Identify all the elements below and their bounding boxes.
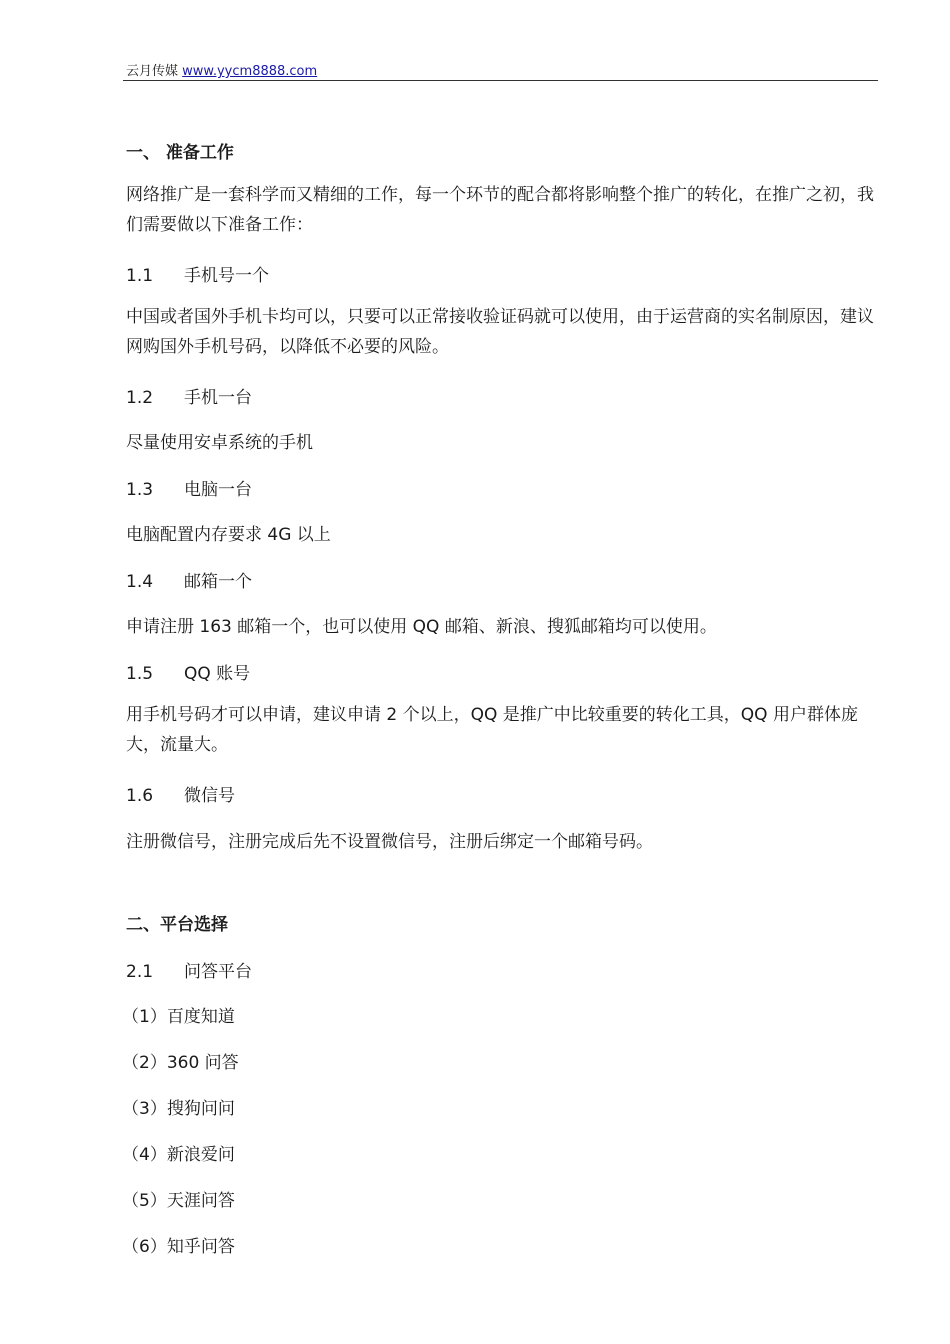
item-heading-1-3 <box>126 475 252 500</box>
item-label: QQ 账号 <box>184 664 251 684</box>
page-header <box>126 60 317 79</box>
header-brand: 云月传媒 <box>126 64 179 79</box>
item-label: 电脑一台 <box>184 480 252 500</box>
list-item: （2）360 问答 <box>122 1053 239 1073</box>
item-heading-1-2 <box>126 383 252 408</box>
item-label: 邮箱一个 <box>184 572 252 592</box>
header-url-link[interactable]: www.yycm8888.com <box>182 64 318 79</box>
subsection-heading-2-1 <box>126 957 252 982</box>
item-heading-1-5 <box>126 659 250 684</box>
item-label: 手机一台 <box>184 388 252 408</box>
subsection-label: 问答平台 <box>184 962 252 982</box>
header-divider <box>123 80 878 81</box>
list-item: （1）百度知道 <box>122 1007 235 1027</box>
item-number: 1.4 <box>126 572 154 592</box>
subsection-number: 2.1 <box>126 962 154 982</box>
item-desc-1-2: 尽量使用安卓系统的手机 <box>126 433 313 453</box>
list-item: （5）天涯问答 <box>122 1191 235 1211</box>
section1-intro: 网络推广是一套科学而又精细的工作，每一个环节的配合都将影响整个推广的转化，在推广之初，我们需要做以下准备工作： <box>126 185 874 235</box>
section2-title: 二、平台选择 <box>126 915 228 935</box>
list-item: （4）新浪爱问 <box>122 1145 235 1165</box>
item-number: 1.3 <box>126 480 154 500</box>
item-desc-1-5: 用手机号码才可以申请，建议申请 2 个以上，QQ 是推广中比较重要的转化工具，QQ 用户群体庞大，流量大。 <box>126 705 858 755</box>
item-heading-1-4 <box>126 567 252 592</box>
item-number: 1.1 <box>126 266 154 286</box>
item-heading-1-1 <box>126 261 269 286</box>
item-desc-1-3: 电脑配置内存要求 4G 以上 <box>126 525 331 545</box>
item-label: 手机号一个 <box>184 266 269 286</box>
list-item: （6）知乎问答 <box>122 1237 235 1257</box>
item-heading-1-6 <box>126 781 235 806</box>
item-number: 1.2 <box>126 388 154 408</box>
item-label: 微信号 <box>184 786 235 806</box>
item-desc-1-6: 注册微信号，注册完成后先不设置微信号，注册后绑定一个邮箱号码。 <box>126 832 653 852</box>
item-number: 1.6 <box>126 786 154 806</box>
item-desc-1-4: 申请注册 163 邮箱一个，也可以使用 QQ 邮箱、新浪、搜狐邮箱均可以使用。 <box>126 617 717 637</box>
section1-title: 一、 准备工作 <box>126 143 234 163</box>
list-item: （3）搜狗问问 <box>122 1099 235 1119</box>
item-desc-1-1: 中国或者国外手机卡均可以，只要可以正常接收验证码就可以使用，由于运营商的实名制原因，建议网购国外手机号码，以降低不必要的风险。 <box>126 307 874 357</box>
item-number: 1.5 <box>126 664 154 684</box>
